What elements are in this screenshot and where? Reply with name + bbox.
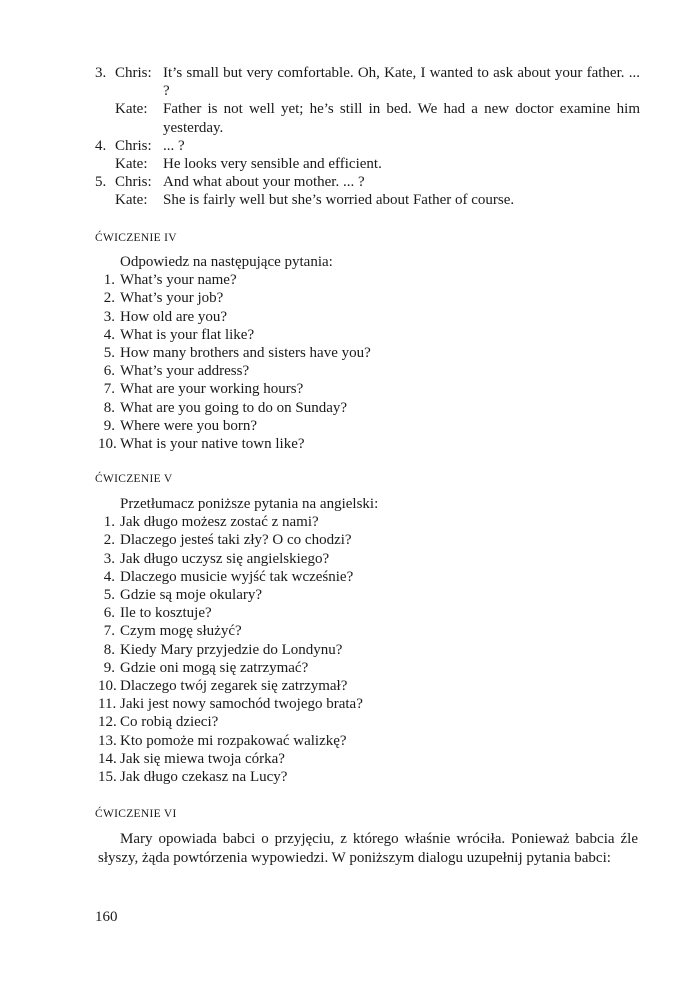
list-item: 7. Czym mogę służyć? <box>103 623 242 640</box>
dialogue-line <box>95 64 640 100</box>
line-number <box>95 155 115 173</box>
list-item: 8. Kiedy Mary przyjedzie do Londynu? <box>103 641 343 658</box>
speaker: Kate: <box>115 101 148 118</box>
dialogue-line <box>95 100 640 136</box>
line-number: 3. <box>95 65 107 81</box>
speaker: Chris: <box>115 65 152 81</box>
list-item: 11. Jaki jest nowy samochód twojego brata? <box>98 696 363 713</box>
list-item: 15. Jak długo czekasz na Lucy? <box>98 769 288 786</box>
list-item: 13. Kto pomoże mi rozpakować walizkę? <box>98 732 347 749</box>
line-text: ... ? <box>163 137 185 154</box>
list-item: 10. What is your native town like? <box>98 436 305 453</box>
line-text: And what about your mother. ... ? <box>163 174 365 191</box>
page-number: 160 <box>95 909 118 925</box>
list-item: 9. Where were you born? <box>103 417 258 434</box>
list-item: 2. Dlaczego jesteś taki zły? O co chodzi? <box>103 532 352 549</box>
dialogue-line <box>95 137 640 155</box>
line-number: 4. <box>95 137 107 154</box>
speaker: Kate: <box>115 156 148 173</box>
exercise-6-instruction: Mary opowiada babci o przyjęciu, z którego właśnie wróciła. Ponieważ babcia źle słyszy, żąda powtórzenia wypowiedzi. W poniższym dialogu uzupełnij pytania babci: <box>98 831 638 866</box>
line-number <box>95 191 115 209</box>
list-item: 3. Jak długo uczysz się angielskiego? <box>103 550 330 567</box>
speaker: Chris: <box>115 174 152 191</box>
exercise-5-heading: ĆWICZENIE V <box>95 473 173 485</box>
list-item: 3. How old are you? <box>103 308 228 325</box>
list-item: 8. What are you going to do on Sunday? <box>103 399 348 416</box>
list-item: 6. Ile to kosztuje? <box>103 605 212 622</box>
list-item: 1. Jak długo możesz zostać z nami? <box>103 514 319 531</box>
list-item: 5. Gdzie są moje okulary? <box>103 587 263 604</box>
list-item: 14. Jak się miewa twoja córka? <box>98 750 285 767</box>
list-item: 9. Gdzie oni mogą się zatrzymać? <box>103 659 309 676</box>
list-item: 4. Dlaczego musicie wyjść tak wcześnie? <box>103 568 354 585</box>
line-number: 5. <box>95 174 107 191</box>
exercise-4 <box>98 253 638 453</box>
list-item: 7. What are your working hours? <box>103 381 304 398</box>
list-item: 5. How many brothers and sisters have you? <box>103 345 371 362</box>
exercise-4-instruction: Odpowiedz na następujące pytania: <box>120 254 333 270</box>
exercise-6-heading: ĆWICZENIE VI <box>95 808 177 820</box>
line-text: He looks very sensible and efficient. <box>163 156 382 173</box>
dialogue-line <box>95 191 640 209</box>
exercise-4-heading: ĆWICZENIE IV <box>95 232 177 244</box>
list-item: 2. What’s your job? <box>103 290 224 307</box>
line-text: It’s small but very comfortable. Oh, Kate, I wanted to ask about your father. ... ? <box>163 65 640 100</box>
line-text: She is fairly well but she’s worried about Father of course. <box>163 192 515 209</box>
speaker: Kate: <box>115 192 148 209</box>
dialogue-continuation <box>95 64 640 210</box>
dialogue-line <box>95 173 640 191</box>
list-item: 4. What is your flat like? <box>103 326 255 343</box>
exercise-5 <box>98 495 638 786</box>
exercise-5-instruction: Przetłumacz poniższe pytania na angielski: <box>120 496 379 512</box>
line-number <box>95 100 115 136</box>
dialogue-line <box>95 155 640 173</box>
line-text: Father is not well yet; he’s still in bed. We had a new doctor examine him yesterday. <box>163 101 640 136</box>
list-item: 6. What’s your address? <box>103 363 250 380</box>
list-item: 10. Dlaczego twój zegarek się zatrzymał? <box>98 678 348 695</box>
speaker: Chris: <box>115 137 152 154</box>
list-item: 1. What’s your name? <box>103 272 237 289</box>
list-item: 12. Co robią dzieci? <box>98 714 219 731</box>
